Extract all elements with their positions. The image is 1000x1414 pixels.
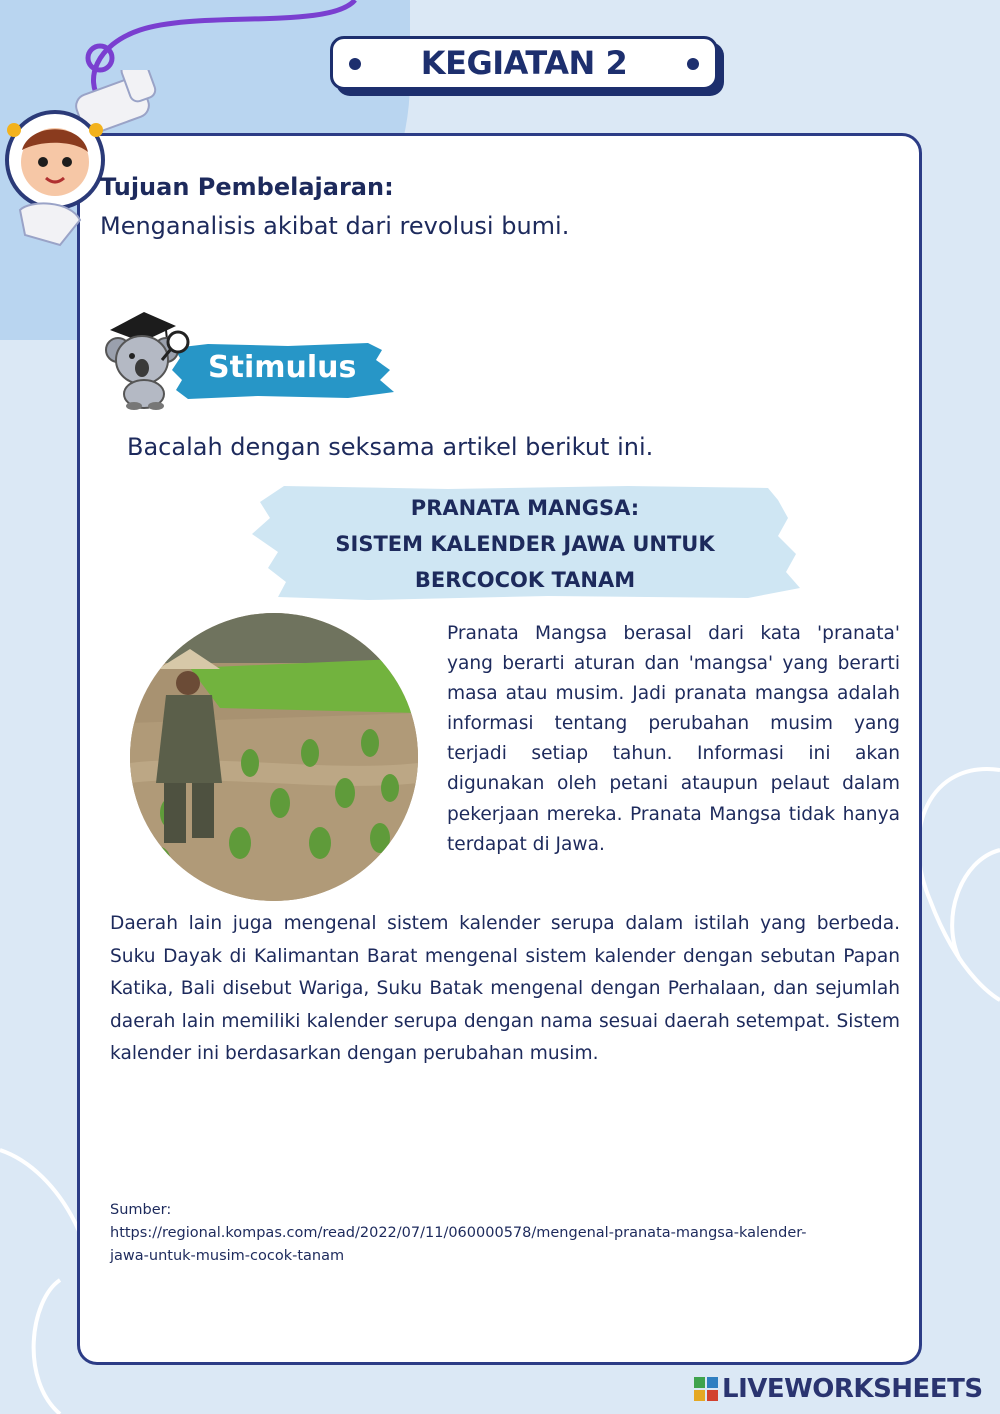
source-url-line-1[interactable]: https://regional.kompas.com/read/2022/07/11/060000578/mengenal-pranata-mangsa-kalender-: [110, 1225, 807, 1241]
article-title-line-2: SISTEM KALENDER JAWA UNTUK: [335, 532, 715, 556]
activity-title: KEGIATAN 2: [420, 44, 628, 82]
liveworksheets-logo-icon: [694, 1377, 718, 1401]
reading-instruction: Bacalah dengan seksama artikel berikut ini.: [127, 433, 654, 461]
source-label: Sumber:: [110, 1202, 172, 1218]
rice-field-photo: [130, 613, 418, 901]
article-paragraph-2: Daerah lain juga mengenal sistem kalender serupa dalam istilah yang berbeda. Suku Dayak di Kalimantan Barat mengenal sistem kalender dengan sebutan Papan Katika, Bali disebut Wariga, Suku Batak mengenal dengan Perhalaan, dan sejumlah daerah lain memiliki kalender serupa dengan nama sesuai daerah setempat. Sistem kalender ini berdasarkan dengan perubahan musim.: [110, 913, 900, 1065]
badge-dot-left: [349, 58, 361, 70]
source-citation: [110, 1199, 900, 1268]
article-title-line-1: PRANATA MANGSA:: [410, 496, 640, 520]
article-paragraph-1: Pranata Mangsa berasal dari kata 'pranata' yang berarti aturan dan 'mangsa' yang berarti masa atau musim. Jadi pranata mangsa adalah informasi tentang perubahan musim yang terjadi setiap tahun. Informasi ini akan digunakan oleh petani ataupun pelaut dalam pekerjaan mereka. Pranata Mangsa tidak hanya terdapat di Jawa.: [447, 623, 900, 855]
source-url-line-2[interactable]: jawa-untuk-musim-cocok-tanam: [110, 1248, 345, 1264]
article-title-line-3: BERCOCOK TANAM: [414, 568, 636, 592]
learning-goal-heading: Tujuan Pembelajaran:: [100, 173, 394, 201]
stimulus-label: Stimulus: [208, 350, 357, 385]
badge-dot-right: [687, 58, 699, 70]
liveworksheets-brand: LIVEWORKSHEETS: [722, 1374, 983, 1404]
activity-title-badge: [330, 36, 718, 90]
liveworksheets-footer[interactable]: [694, 1374, 983, 1404]
article-title: [270, 490, 780, 598]
koala-graduate-icon: [104, 306, 196, 410]
learning-goal-text: Menganalisis akibat dari revolusi bumi.: [100, 212, 570, 240]
